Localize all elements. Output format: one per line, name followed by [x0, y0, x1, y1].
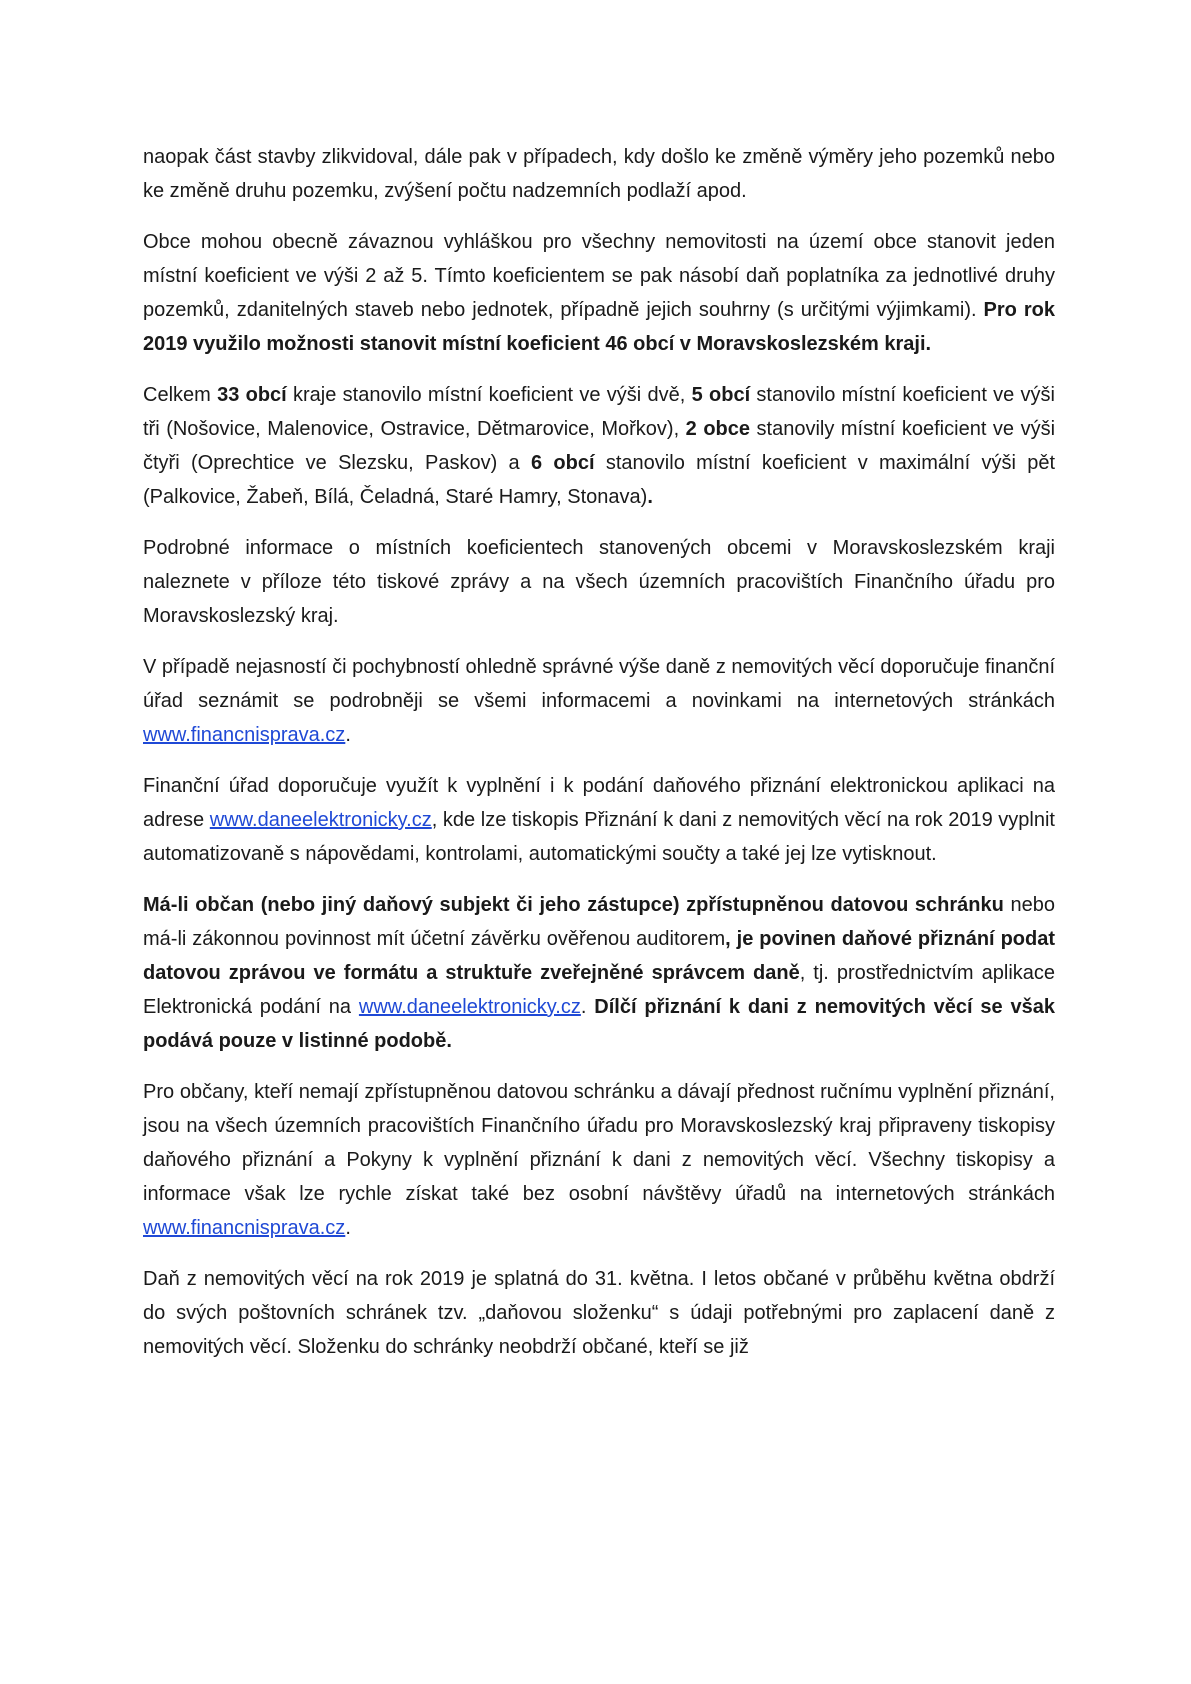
paragraph-7 [143, 888, 1055, 1058]
text: Finanční úřad doporučuje využít k vyplnění i k podání daňového přiznání elektronickou aplikaci na adrese [143, 775, 1055, 831]
bold-text: Pro rok 2019 využilo možnosti stanovit místní koeficient 46 obcí v Moravskoslezském kraji. [143, 299, 1055, 355]
text: naopak část stavby zlikvidoval, dále pak v případech, kdy došlo ke změně výměry jeho pozemků nebo ke změně druhu pozemku, zvýšení počtu nadzemních podlaží apod. [143, 146, 1055, 202]
paragraph-2 [143, 225, 1055, 361]
bold-text: 33 obcí [217, 384, 287, 406]
text: Podrobné informace o místních koeficientech stanovených obcemi v Moravskoslezském kraji naleznete v příloze této tiskové zprávy a na všech územních pracovištích Finančního úřadu pro Moravskoslezský kraj. [143, 537, 1055, 627]
text: stanovilo místní koeficient ve výši tři (Nošovice, Malenovice, Ostravice, Dětmarovice, Mořkov), [143, 384, 1056, 440]
bold-text: 6 obcí [531, 452, 595, 474]
paragraph-5 [143, 650, 1055, 752]
bold-text: . [647, 486, 653, 508]
text: V případě nejasností či pochybností ohledně správné výše daně z nemovitých věcí doporučuje finanční úřad seznámit se podrobněji se všemi informacemi a novinkami na internetových stránkách [143, 656, 1055, 712]
text: , tj. prostřednictvím aplikace Elektronická podání na [143, 962, 1056, 1018]
text: stanovilo místní koeficient v maximální výši pět (Palkovice, Žabeň, Bílá, Čeladná, Staré Hamry, Stonava) [143, 452, 1056, 508]
text: Daň z nemovitých věcí na rok 2019 je splatná do 31. května. I letos občané v průběhu května obdrží do svých poštovních schránek tzv. „daňovou složenku“ s údaji potřebnými pro zaplacení daně z nemovitých věcí. Složenku do schránky neobdrží občané, kteří se již [143, 1268, 1055, 1358]
text: . [345, 1217, 351, 1239]
text: Celkem [143, 384, 218, 406]
text: . [345, 724, 351, 746]
text: kraje stanovilo místní koeficient ve výši dvě, [286, 384, 692, 406]
bold-text: Dílčí přiznání k dani z nemovitých věcí se však podává pouze v listinné podobě. [143, 996, 1055, 1052]
paragraph-1 [143, 140, 1055, 208]
text: stanovily místní koeficient ve výši čtyři (Oprechtice ve Slezsku, Paskov) a [143, 418, 1056, 474]
paragraph-6 [143, 769, 1055, 871]
daneelektronicky-link[interactable]: www.daneelektronicky.cz [358, 996, 581, 1018]
text: nebo má-li zákonnou povinnost mít účetní závěrku ověřenou auditorem [143, 894, 1055, 950]
paragraph-4 [143, 531, 1055, 633]
text: . [580, 996, 595, 1018]
text: , kde lze tiskopis Přiznání k dani z nemovitých věcí na rok 2019 vyplnit automatizovaně s nápovědami, kontrolami, automatickými součty a také jej lze vytisknout. [143, 809, 1055, 865]
bold-text: 5 obcí [691, 384, 751, 406]
paragraph-9 [143, 1262, 1055, 1364]
text: Obce mohou obecně závaznou vyhláškou pro všechny nemovitosti na území obce stanovit jeden místní koeficient ve výši 2 až 5. Tímto koeficientem se pak násobí daň poplatníka za jednotlivé druhy pozemků, zdanitelných staveb nebo jednotek, případně jejich souhrny (s určitými výjimkami). [143, 231, 1055, 321]
document-page [143, 140, 1055, 1381]
bold-text: Má-li občan (nebo jiný daňový subjekt či jeho zástupce) zpřístupněnou datovou schránku [143, 894, 1004, 916]
bold-text: 2 obce [685, 418, 751, 440]
paragraph-3 [143, 378, 1055, 514]
text: Pro občany, kteří nemají zpřístupněnou datovou schránku a dávají přednost ručnímu vyplnění přiznání, jsou na všech územních pracovištích Finančního úřadu pro Moravskoslezský kraj připraveny tiskopisy daňového přiznání a Pokyny k vyplnění přiznání k dani z nemovitých věcí. Všechny tiskopisy a informace však lze rychle získat také bez osobní návštěvy úřadů na internetových stránkách [143, 1081, 1055, 1205]
financnisprava-link[interactable]: www.financnisprava.cz [143, 1217, 346, 1239]
paragraph-8 [143, 1075, 1055, 1245]
bold-text: , je povinen daňové přiznání podat datovou zprávou ve formátu a struktuře zveřejněné správcem daně [143, 928, 1055, 984]
daneelektronicky-link[interactable]: www.daneelektronicky.cz [209, 809, 432, 831]
financnisprava-link[interactable]: www.financnisprava.cz [143, 724, 346, 746]
